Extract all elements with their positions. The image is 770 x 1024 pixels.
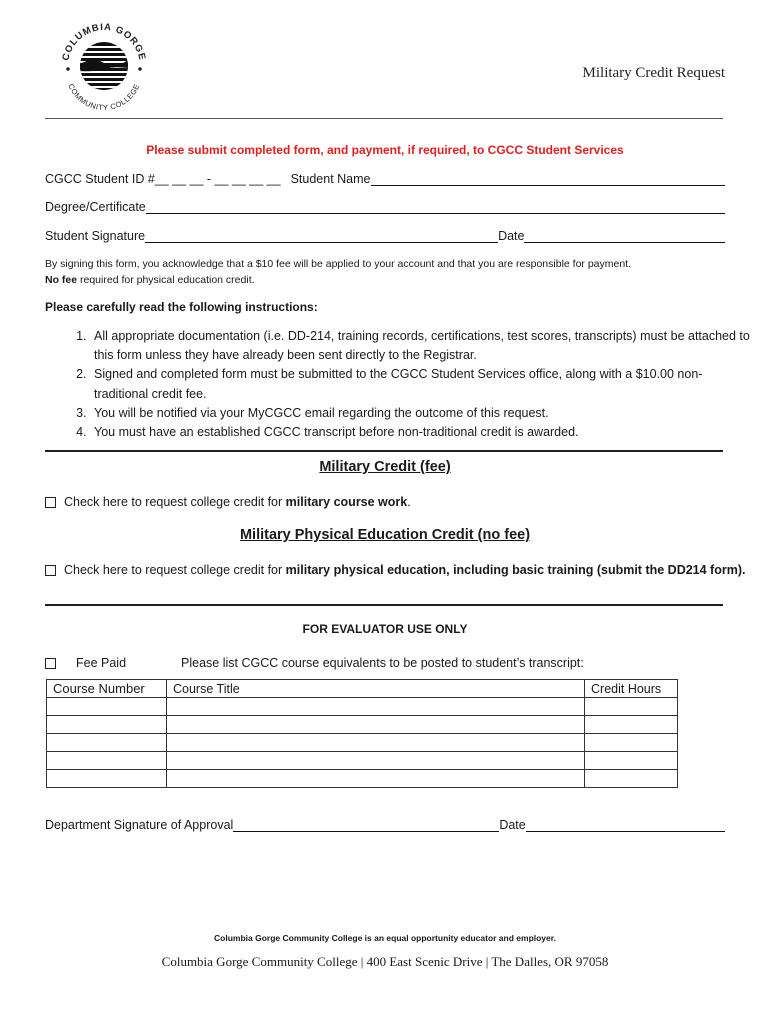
submission-notice: Please submit completed form, and payment, if required, to CGCC Student Services: [146, 143, 624, 157]
table-cell[interactable]: [585, 698, 678, 716]
check-suffix: .: [407, 495, 411, 509]
table-cell[interactable]: [47, 770, 167, 788]
student-id-row: [45, 172, 725, 186]
table-cell[interactable]: [47, 752, 167, 770]
college-address: Columbia Gorge Community College | 400 East Scenic Drive | The Dalles, OR 97058: [161, 954, 609, 969]
pe-credit-check-text: [64, 563, 745, 577]
evaluator-heading: FOR EVALUATOR USE ONLY: [302, 622, 468, 636]
approval-signature-label: Department Signature of Approval: [45, 818, 234, 832]
military-credit-check-row: [45, 495, 411, 509]
table-cell[interactable]: [47, 734, 167, 752]
table-cell[interactable]: [167, 752, 585, 770]
course-equivalents-table: [46, 679, 678, 788]
student-signature-label: Student Signature: [45, 229, 146, 243]
table-cell[interactable]: [585, 716, 678, 734]
equal-opportunity-statement: Columbia Gorge Community College is an equal opportunity educator and employer.: [214, 933, 556, 943]
signature-row: [45, 229, 725, 243]
table-cell[interactable]: [167, 716, 585, 734]
table-row: [47, 698, 678, 716]
date-field[interactable]: [524, 229, 725, 243]
evaluator-divider: [45, 604, 723, 606]
col-credit-hours: Credit Hours: [585, 680, 678, 698]
student-name-field[interactable]: [371, 172, 726, 186]
table-cell[interactable]: [47, 698, 167, 716]
fee-paid-label: Fee Paid: [76, 656, 127, 670]
instruction-item: 3. You will be notified via your MyCGCC email regarding the outcome of this request.: [90, 404, 750, 423]
col-course-title: Course Title: [167, 680, 585, 698]
college-logo: [54, 16, 154, 116]
ack-no-fee: No fee: [45, 274, 78, 286]
table-cell[interactable]: [167, 734, 585, 752]
col-course-number: Course Number: [47, 680, 167, 698]
table-header-row: [47, 680, 678, 698]
table-cell[interactable]: [167, 698, 585, 716]
check-prefix: Check here to request college credit for: [64, 495, 286, 509]
degree-label: Degree/Certificate: [45, 200, 146, 214]
ack-line-2: [45, 272, 725, 288]
logo-text-bottom: COMMUNITY COLLEGE: [66, 82, 142, 113]
table-row: [47, 752, 678, 770]
military-credit-checkbox[interactable]: [45, 497, 56, 508]
table-cell[interactable]: [585, 734, 678, 752]
degree-row: [45, 200, 725, 214]
approval-signature-field[interactable]: [233, 818, 499, 832]
ack-line-1: By signing this form, you acknowledge that a $10 fee will be applied to your account and that you are responsible for payment.: [45, 258, 632, 270]
approval-date-label: Date: [499, 818, 526, 832]
table-row: [47, 770, 678, 788]
pe-credit-heading: Military Physical Education Credit (no fee): [239, 527, 531, 543]
fee-paid-checkbox[interactable]: [45, 658, 56, 669]
form-title: Military Credit Request: [582, 65, 725, 81]
course-list-instruction: Please list CGCC course equivalents to be posted to student’s transcript:: [181, 656, 584, 670]
table-cell[interactable]: [167, 770, 585, 788]
header-divider: [45, 118, 723, 119]
instruction-item: 2. Signed and completed form must be submitted to the CGCC Student Services office, along with a $10.00 non-traditional credit fee.: [90, 365, 750, 403]
military-credit-heading: Military Credit (fee): [319, 459, 451, 475]
table-row: [47, 716, 678, 734]
fee-paid-row: [45, 656, 126, 670]
ack-line-2-rest: required for physical education credit.: [77, 274, 255, 286]
instructions-heading: Please carefully read the following instructions:: [45, 300, 318, 314]
approval-date-field[interactable]: [526, 818, 725, 832]
table-cell[interactable]: [585, 770, 678, 788]
check-prefix: Check here to request college credit for: [64, 563, 286, 577]
military-credit-check-text: [64, 495, 411, 509]
pe-credit-checkbox[interactable]: [45, 565, 56, 576]
date-label: Date: [498, 229, 525, 243]
table-cell[interactable]: [47, 716, 167, 734]
approval-row: [45, 818, 725, 832]
check-bold: military physical education, including basic training (submit the DD214 form).: [285, 563, 746, 577]
instruction-item: 1. All appropriate documentation (i.e. DD-214, training records, certifications, test scores, transcripts) must be attached to this form unless they have already been sent directly to the Registrar.: [90, 327, 750, 365]
student-signature-field[interactable]: [145, 229, 498, 243]
table-row: [47, 734, 678, 752]
section-divider: [45, 450, 723, 452]
degree-field[interactable]: [146, 200, 725, 214]
student-id-field[interactable]: CGCC Student ID #__ __ __ - __ __ __ __: [45, 172, 281, 186]
instructions-list: [45, 327, 750, 442]
check-bold: military course work: [285, 495, 408, 509]
acknowledgement: [45, 256, 725, 288]
pe-credit-check-row: [45, 563, 745, 577]
logo-text-top: COLUMBIA GORGE: [60, 21, 148, 62]
student-name-label: Student Name: [290, 172, 371, 186]
table-cell[interactable]: [585, 752, 678, 770]
instruction-item: 4. You must have an established CGCC transcript before non-traditional credit is awarded.: [90, 423, 750, 442]
